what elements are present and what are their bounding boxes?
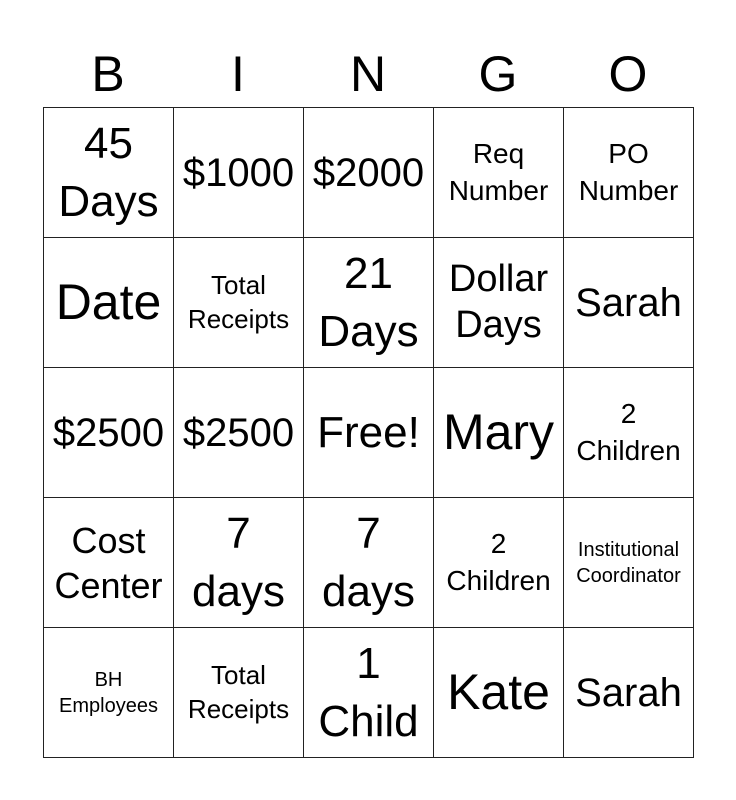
cell-label: Institutional Coordinator [576, 538, 681, 587]
cell-label: Total Receipts [187, 659, 290, 724]
bingo-cell[interactable] [173, 367, 304, 498]
bingo-header [43, 40, 693, 108]
cell-label: 7 days [322, 509, 415, 616]
bingo-cell[interactable] [173, 497, 304, 628]
bingo-cell[interactable] [433, 627, 564, 758]
cell-label: Req Number [448, 138, 549, 206]
cell-label: Free! [317, 407, 420, 457]
bingo-cell[interactable] [433, 367, 564, 498]
cell-label: Sarah [575, 670, 682, 715]
bingo-cell[interactable] [303, 497, 434, 628]
bingo-cell[interactable] [173, 627, 304, 758]
cell-label: 2 Children [576, 398, 681, 466]
cell-label: 1 Child [318, 639, 419, 746]
header-letter-o: O [608, 46, 648, 102]
cell-label: $1000 [182, 150, 295, 195]
header-letter-n: N [349, 46, 387, 102]
bingo-cell[interactable] [303, 237, 434, 368]
bingo-cell[interactable] [173, 107, 304, 238]
bingo-cell[interactable] [173, 237, 304, 368]
cell-label: 7 days [192, 509, 285, 616]
bingo-cell[interactable] [563, 367, 694, 498]
bingo-cell[interactable] [43, 107, 174, 238]
cell-label: Date [55, 273, 162, 330]
bingo-cell[interactable] [303, 107, 434, 238]
bingo-board [43, 107, 693, 757]
bingo-cell[interactable] [303, 627, 434, 758]
cell-label: Dollar Days [448, 257, 549, 346]
cell-label: BH Employees [59, 668, 158, 717]
bingo-cell[interactable] [563, 107, 694, 238]
cell-label: $2500 [182, 410, 295, 455]
cell-label: Mary [442, 403, 555, 460]
bingo-cell[interactable] [433, 237, 564, 368]
cell-label: 45 Days [58, 119, 159, 226]
cell-label: Cost Center [54, 519, 163, 606]
free-space-cell[interactable] [303, 367, 434, 498]
cell-label: $2000 [312, 150, 425, 195]
bingo-cell[interactable] [433, 107, 564, 238]
cell-label: Kate [447, 663, 550, 720]
bingo-cell[interactable] [43, 237, 174, 368]
bingo-cell[interactable] [43, 497, 174, 628]
bingo-cell[interactable] [563, 497, 694, 628]
cell-label: PO Number [578, 138, 679, 206]
header-letter-g: G [478, 46, 518, 102]
cell-label: $2500 [52, 410, 165, 455]
bingo-cell[interactable] [563, 237, 694, 368]
cell-label: 21 Days [318, 249, 419, 356]
header-letter-i: I [231, 46, 245, 102]
bingo-cell[interactable] [43, 367, 174, 498]
bingo-cell[interactable] [43, 627, 174, 758]
bingo-cell[interactable] [433, 497, 564, 628]
cell-label: Total Receipts [187, 269, 290, 334]
header-letter-b: B [91, 46, 125, 102]
cell-label: Sarah [575, 280, 682, 325]
cell-label: 2 Children [446, 528, 551, 596]
bingo-cell[interactable] [563, 627, 694, 758]
